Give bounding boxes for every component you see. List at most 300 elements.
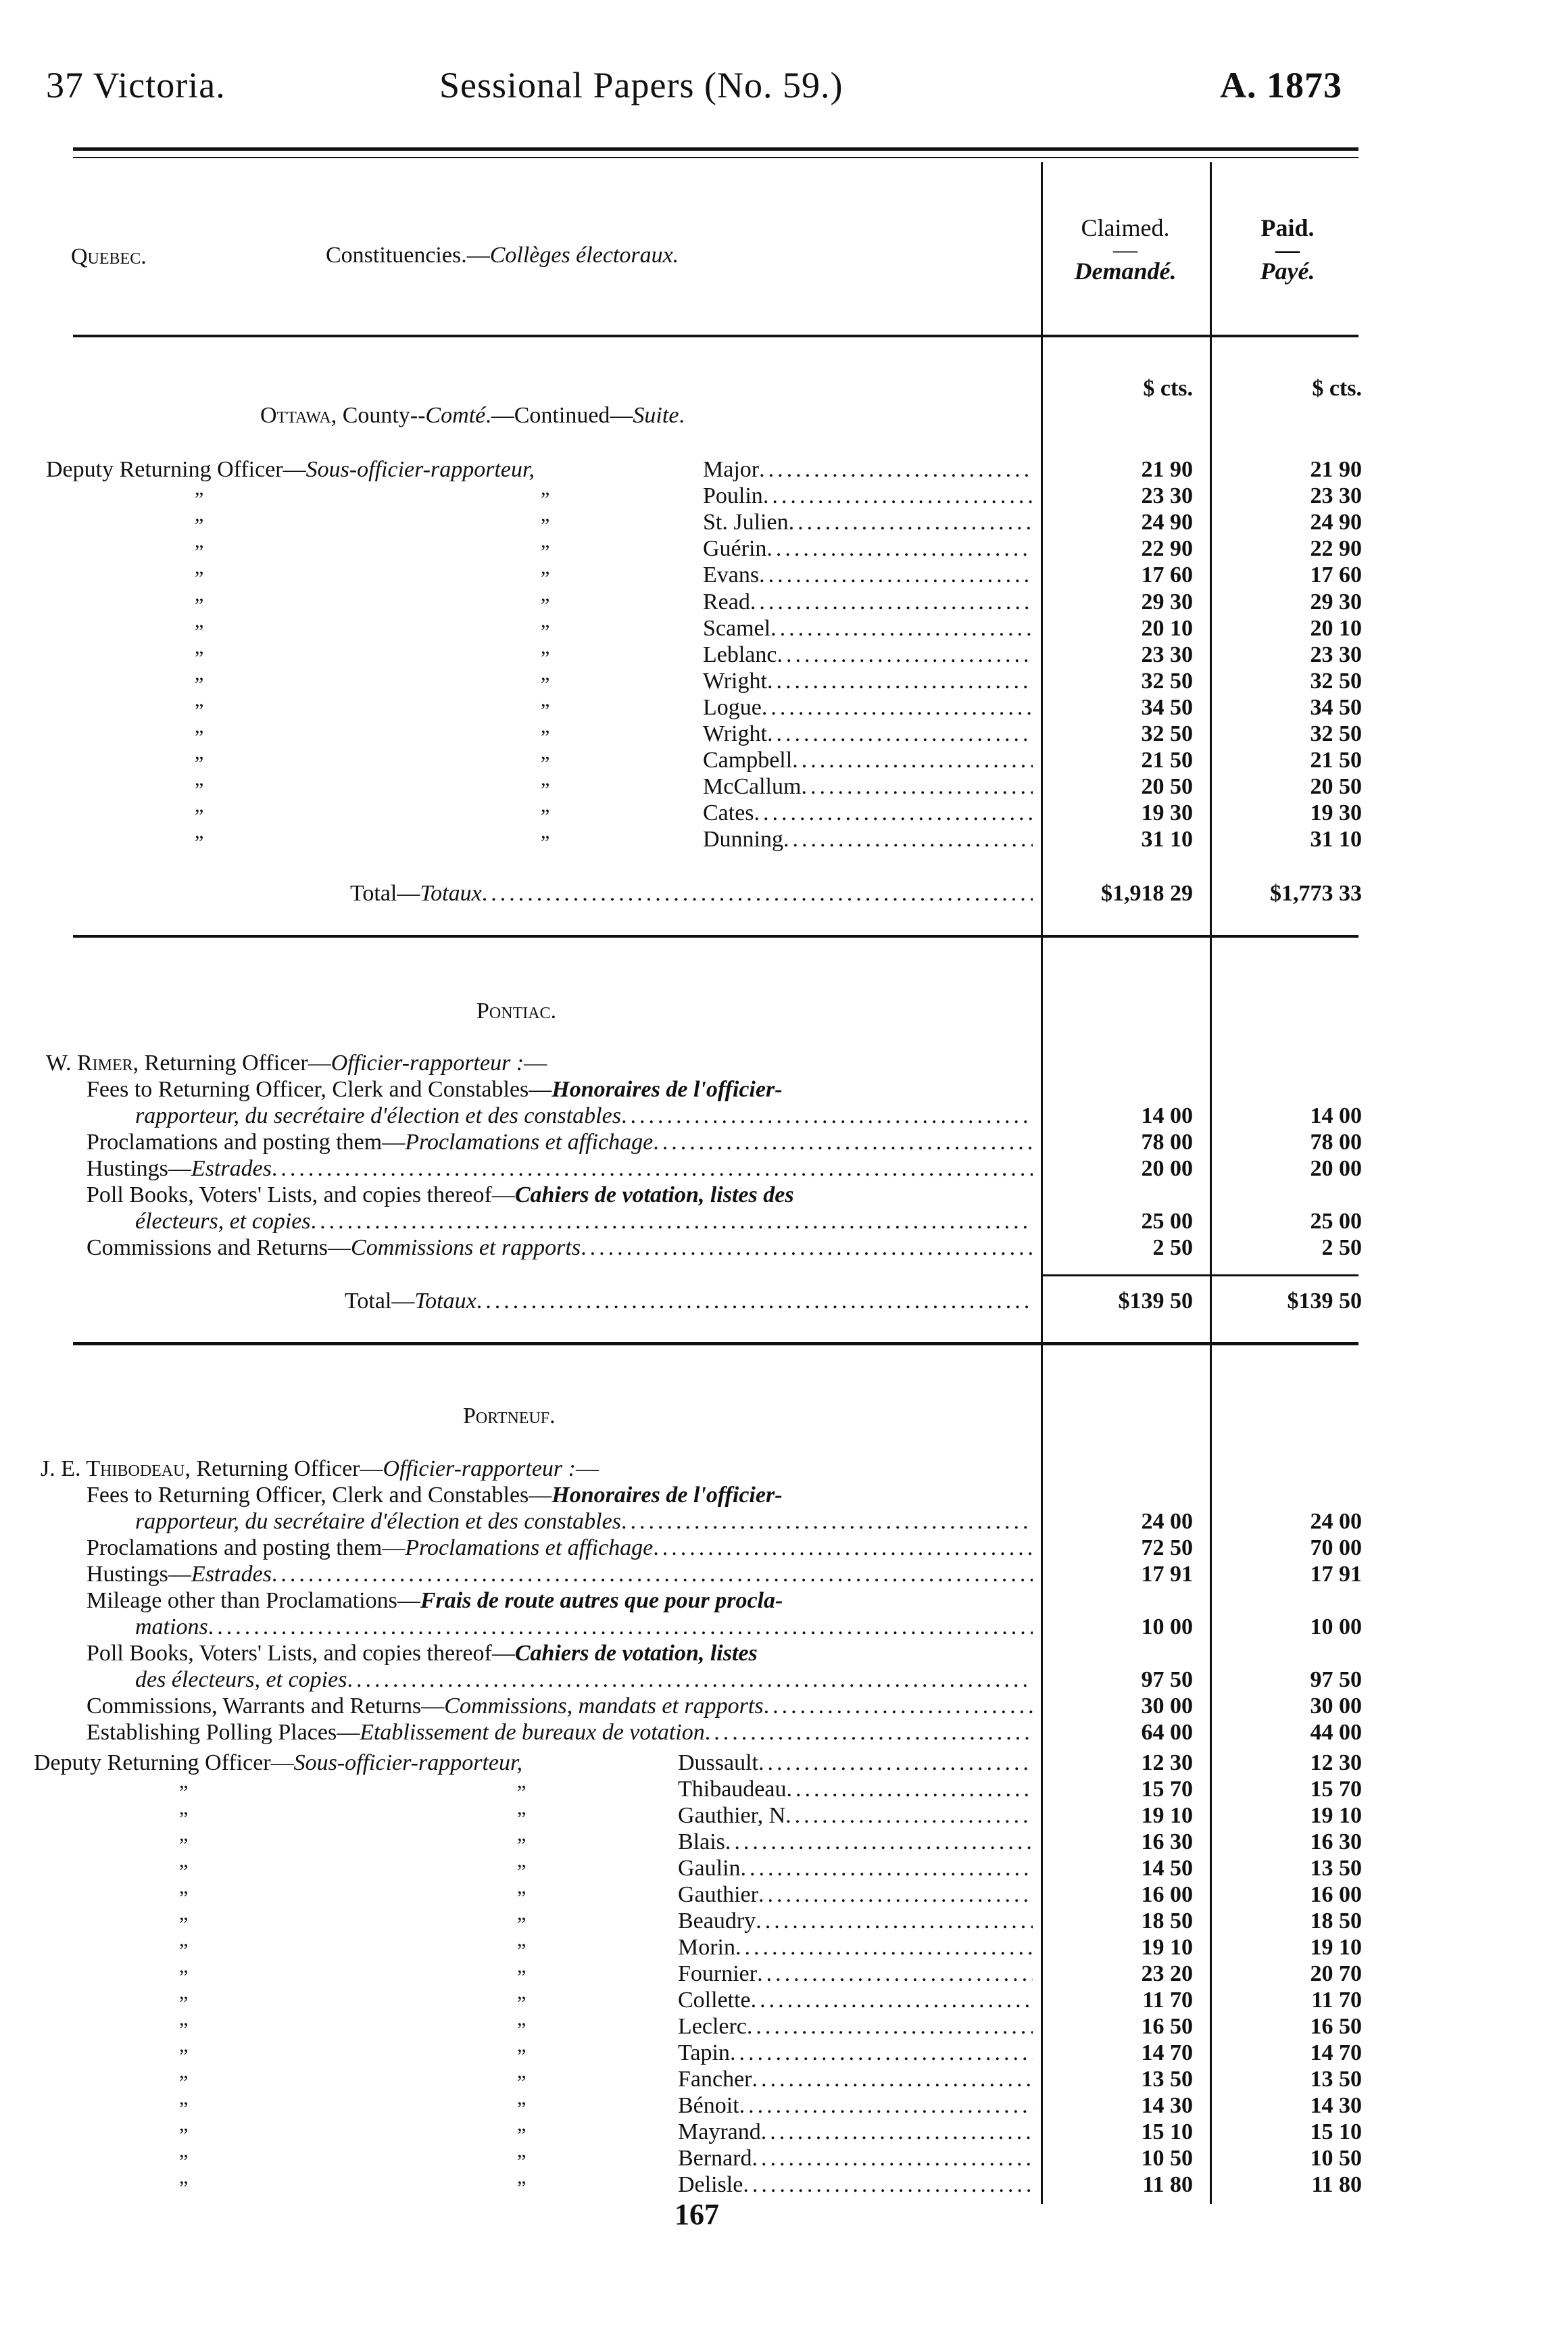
ottawa-officer-row — [703, 509, 1033, 535]
officer-name: Collette — [678, 1988, 751, 2013]
portneuf-row-paid: 16 50 — [1310, 2014, 1362, 2039]
ottawa-row-claimed: 23 30 — [1141, 642, 1193, 667]
ottawa-row-paid: 21 90 — [1310, 457, 1362, 482]
officer-name: Evans — [703, 562, 760, 587]
portneuf-row-paid: 14 30 — [1310, 2093, 1362, 2118]
portneuf-row-claimed: 16 50 — [1141, 2014, 1193, 2039]
ditto-mark: ” — [541, 647, 550, 669]
portneuf-officer-row — [678, 2066, 1033, 2092]
officer-name: Thibaudeau — [678, 1777, 787, 1802]
ditto-mark: ” — [179, 1992, 189, 2015]
item-fr: Commissions, mandats et rapports — [444, 1694, 764, 1719]
dash: — — [382, 1535, 406, 1560]
ditto-mark: ” — [179, 2151, 189, 2173]
ditto-mark: ” — [195, 726, 204, 748]
ottawa-end-rule — [73, 935, 1358, 938]
constituencies-fr: Collèges électoraux. — [489, 243, 679, 268]
item-fr: Estrades — [191, 1156, 272, 1181]
portneuf-officer: J. E. Thibodeau, Returning Officer—Officier-rapporteur :— — [41, 1456, 599, 1481]
officer-name: Guérin — [703, 536, 767, 561]
ditto-mark: ” — [179, 1860, 189, 1883]
pontiac-item-paid: 25 00 — [1310, 1209, 1362, 1234]
pontiac-officer-role: , Returning Officer — [132, 1051, 308, 1076]
ditto-mark: ” — [541, 567, 550, 590]
portneuf-officer-row — [678, 1908, 1033, 1934]
ditto-mark: ” — [517, 2071, 526, 2094]
portneuf-item-paid: 10 00 — [1310, 1614, 1362, 1639]
ditto-mark: ” — [179, 2045, 189, 2067]
ottawa-row-paid: 23 30 — [1310, 642, 1362, 667]
ditto-mark: ” — [179, 2071, 189, 2094]
ditto-mark: ” — [517, 1966, 526, 1988]
ditto-mark: ” — [179, 1808, 189, 1830]
portneuf-item-paid: 44 00 — [1310, 1720, 1362, 1745]
portneuf-row-claimed: 18 50 — [1141, 1908, 1193, 1934]
ditto-mark: ” — [195, 488, 204, 510]
item-fr-cont: rapporteur, du secrétaire d'élection et des constables — [135, 1509, 621, 1534]
item-fr-cont: mations — [135, 1614, 208, 1639]
ottawa-total-fr: Totaux — [420, 881, 482, 906]
officer-name: Major — [703, 457, 760, 482]
portneuf-row-paid: 15 70 — [1310, 1777, 1362, 1802]
ditto-mark: ” — [541, 752, 550, 775]
ottawa-officer-row — [703, 562, 1033, 588]
portneuf-item-claimed: 64 00 — [1141, 1720, 1193, 1745]
ditto-mark: ” — [517, 2045, 526, 2067]
dash: — — [168, 1156, 191, 1181]
officer-name: Read — [703, 590, 750, 615]
ditto-mark: ” — [195, 752, 204, 775]
ditto-mark: ” — [517, 2151, 526, 2173]
item-fr: Etablissement de bureaux de votation — [360, 1720, 705, 1745]
pontiac-item-paid: 20 00 — [1310, 1156, 1362, 1181]
ditto-mark: ” — [541, 621, 550, 643]
portneuf-officer-fr: Officier-rapporteur : — [383, 1456, 576, 1481]
item-fr: Commissions et rapports — [351, 1235, 581, 1260]
running-header-right: A. 1873 — [1220, 65, 1342, 105]
portneuf-row-paid: 19 10 — [1310, 1803, 1362, 1828]
portneuf-item-paid: 24 00 — [1310, 1509, 1362, 1534]
pontiac-item-claimed: 2 50 — [1152, 1235, 1193, 1260]
portneuf-row-paid: 12 30 — [1310, 1750, 1362, 1775]
head-rule — [73, 335, 1358, 337]
portneuf-officer-row — [678, 2119, 1033, 2145]
ditto-mark: ” — [517, 2098, 526, 2120]
ditto-mark: ” — [517, 2124, 526, 2146]
item-en: Establishing Polling Places — [87, 1720, 337, 1745]
portneuf-item-paid: 97 50 — [1310, 1667, 1362, 1692]
ottawa-officer-row — [703, 800, 1033, 826]
portneuf-item-claimed: 72 50 — [1141, 1535, 1193, 1560]
ottawa-row-paid: 34 50 — [1310, 695, 1362, 720]
dash: — — [421, 1694, 445, 1719]
pontiac-item-line1: Fees to Returning Officer, Clerk and Constables—Honoraires de l'officier- — [87, 1077, 783, 1102]
item-en: Commissions, Warrants and Returns — [87, 1694, 422, 1719]
pontiac-item-paid: 2 50 — [1321, 1235, 1362, 1260]
ottawa-row-claimed: 32 50 — [1141, 669, 1193, 694]
ditto-mark: ” — [517, 2177, 526, 2199]
pontiac-item-claimed: 14 00 — [1141, 1103, 1193, 1128]
item-fr: Frais de route autres que pour procla- — [420, 1588, 783, 1613]
running-header-left: 37 Victoria. — [46, 65, 226, 105]
portneuf-row-claimed: 14 50 — [1141, 1856, 1193, 1881]
portneuf-row-claimed: 14 30 — [1141, 2093, 1193, 2118]
ottawa-row-claimed: 20 50 — [1141, 774, 1193, 799]
ottawa-total-claimed: $1,918 29 — [1101, 881, 1193, 906]
ottawa-row-paid: 21 50 — [1310, 748, 1362, 773]
ditto-mark: ” — [179, 1834, 189, 1856]
ottawa-officer-row — [703, 456, 1033, 483]
portneuf-row-paid: 13 50 — [1310, 2067, 1362, 2092]
pontiac-item-line1: Poll Books, Voters' Lists, and copies thereof—Cahiers de votation, listes des — [87, 1182, 794, 1207]
ditto-mark: ” — [517, 1834, 526, 1856]
ottawa-county-fr: Comté — [425, 403, 486, 428]
ottawa-row-claimed: 19 30 — [1141, 800, 1193, 825]
ditto-mark: ” — [541, 594, 550, 617]
ottawa-dro-en: Deputy Returning Officer — [46, 457, 283, 482]
ditto-mark: ” — [541, 673, 550, 696]
paid-dash: — — [1275, 236, 1300, 263]
top-rule-thin — [73, 157, 1358, 158]
claimed-fr: Demandé. — [1074, 258, 1177, 285]
portneuf-officer-row — [678, 1855, 1033, 1881]
pontiac-total-paid: $139 50 — [1287, 1289, 1362, 1314]
ottawa-total-label: Total—Totaux ..... — [350, 880, 1033, 907]
ditto-mark: ” — [517, 1808, 526, 1830]
portneuf-item — [87, 1719, 1033, 1746]
ditto-mark: ” — [195, 700, 204, 722]
officer-name: Mayrand — [678, 2119, 761, 2144]
constituencies-en: Constituencies. — [326, 243, 467, 268]
ottawa-row-claimed: 34 50 — [1141, 695, 1193, 720]
portneuf-officer-row — [678, 2092, 1033, 2119]
claimed-heading — [1044, 213, 1206, 286]
ottawa-name: Ottawa — [260, 403, 331, 428]
ottawa-row-paid: 22 90 — [1310, 536, 1362, 561]
item-fr-cont: des électeurs, et copies — [135, 1667, 347, 1692]
portneuf-item-line1: Fees to Returning Officer, Clerk and Constables—Honoraires de l'officier- — [87, 1483, 783, 1508]
item-en: Mileage other than Proclamations — [87, 1588, 397, 1613]
item-en: Commissions and Returns — [87, 1235, 328, 1260]
portneuf-item — [87, 1561, 1033, 1587]
ottawa-row-claimed: 32 50 — [1141, 721, 1193, 746]
ditto-mark: ” — [195, 647, 204, 669]
ditto-mark: ” — [179, 2019, 189, 2041]
ditto-mark: ” — [517, 1860, 526, 1883]
ottawa-row-paid: 29 30 — [1310, 590, 1362, 615]
portneuf-row-claimed: 19 10 — [1141, 1803, 1193, 1828]
ditto-mark: ” — [195, 541, 204, 563]
ottawa-row-paid: 24 90 — [1310, 510, 1362, 535]
portneuf-row-claimed: 16 30 — [1141, 1829, 1193, 1854]
ottawa-row-paid: 31 10 — [1310, 827, 1362, 852]
ditto-mark: ” — [195, 621, 204, 643]
officer-name: Cates — [703, 800, 754, 825]
ottawa-officer-row — [703, 694, 1033, 721]
ottawa-row-claimed: 21 90 — [1141, 457, 1193, 482]
paid-fr: Payé. — [1260, 258, 1315, 285]
ditto-mark: ” — [195, 673, 204, 696]
ditto-mark: ” — [179, 1966, 189, 1988]
portneuf-row-claimed: 13 50 — [1141, 2067, 1193, 2092]
ditto-mark: ” — [179, 1781, 189, 1804]
ottawa-total-paid: $1,773 33 — [1270, 881, 1362, 906]
claimed-column-rule — [1041, 162, 1043, 2204]
dash: — — [168, 1562, 191, 1587]
portneuf-officer-row — [678, 1802, 1033, 1829]
ottawa-row-paid: 32 50 — [1310, 721, 1362, 746]
ditto-mark: ” — [179, 2124, 189, 2146]
portneuf-row-paid: 11 80 — [1311, 2172, 1362, 2197]
pontiac-item-line2 — [135, 1103, 1033, 1129]
portneuf-item-line2 — [135, 1614, 1033, 1640]
pontiac-total-claimed: $139 50 — [1118, 1289, 1193, 1314]
ottawa-row-paid: 32 50 — [1310, 669, 1362, 694]
item-fr: Cahiers de votation, listes — [514, 1641, 758, 1666]
portneuf-row-paid: 15 10 — [1310, 2119, 1362, 2144]
portneuf-item-paid: 30 00 — [1310, 1694, 1362, 1719]
officer-name: Blais — [678, 1829, 725, 1854]
ottawa-continued: Continued — [514, 403, 610, 428]
portneuf-officer-role: , Returning Officer — [185, 1456, 360, 1481]
item-fr-cont: rapporteur, du secrétaire d'élection et des constables — [135, 1103, 621, 1128]
ottawa-officer-row — [703, 668, 1033, 694]
officer-name: Beaudry — [678, 1908, 756, 1934]
portneuf-dro-label: Deputy Returning Officer—Sous-officier-rapporteur, — [34, 1750, 522, 1775]
portneuf-row-paid: 16 00 — [1310, 1882, 1362, 1907]
pontiac-total-en: Total — [345, 1289, 392, 1314]
ottawa-row-paid: 17 60 — [1310, 562, 1362, 587]
item-en: Poll Books, Voters' Lists, and copies thereof — [87, 1641, 492, 1666]
running-header-title: Sessional Papers (No. 59.) — [439, 65, 843, 105]
constituencies-heading — [326, 242, 679, 268]
ottawa-row-claimed: 23 30 — [1141, 483, 1193, 508]
ottawa-officer-row — [703, 483, 1033, 509]
officer-name: Gauthier, N — [678, 1803, 786, 1828]
officer-name: Tapin — [678, 2040, 730, 2065]
portneuf-row-claimed: 15 10 — [1141, 2119, 1193, 2144]
ditto-mark: ” — [195, 594, 204, 617]
ottawa-row-paid: 20 10 — [1310, 616, 1362, 641]
officer-name: Gauthier — [678, 1882, 758, 1907]
ottawa-officer-row — [703, 615, 1033, 642]
paid-column-rule — [1210, 162, 1212, 2204]
portneuf-item — [87, 1535, 1033, 1561]
ditto-mark: ” — [541, 488, 550, 510]
portneuf-officer-row — [678, 2145, 1033, 2171]
officer-name: Poulin — [703, 483, 763, 508]
portneuf-officer-row — [678, 2013, 1033, 2040]
pontiac-title: Pontiac. — [476, 999, 557, 1024]
portneuf-item-claimed: 24 00 — [1141, 1509, 1193, 1534]
ottawa-suite: Suite — [633, 403, 679, 428]
portneuf-row-claimed: 15 70 — [1141, 1777, 1193, 1802]
item-fr: Honoraires de l'officier- — [552, 1077, 783, 1102]
pontiac-item-paid: 14 00 — [1310, 1103, 1362, 1128]
portneuf-dro-en: Deputy Returning Officer — [34, 1750, 271, 1775]
ottawa-row-claimed: 17 60 — [1141, 562, 1193, 587]
claimed-dash: — — [1113, 236, 1137, 263]
portneuf-row-paid: 14 70 — [1310, 2040, 1362, 2065]
ottawa-title: Ottawa, County--Comté.—Continued—Suite. — [260, 403, 685, 428]
portneuf-item-claimed: 30 00 — [1141, 1694, 1193, 1719]
portneuf-dro-fr: Sous-officier-rapporteur, — [293, 1750, 522, 1775]
ditto-mark: ” — [517, 1940, 526, 1962]
officer-name: Wright — [703, 721, 767, 746]
ditto-mark: ” — [541, 805, 550, 827]
currency-paid: $ cts. — [1312, 376, 1362, 401]
portneuf-row-claimed: 11 80 — [1142, 2172, 1193, 2197]
ditto-mark: ” — [541, 514, 550, 537]
officer-name: St. Julien — [703, 510, 789, 535]
portneuf-officer-row — [678, 1934, 1033, 1961]
paid-en: Paid. — [1260, 214, 1315, 241]
ottawa-row-paid: 19 30 — [1310, 800, 1362, 825]
ditto-mark: ” — [179, 1913, 189, 1936]
officer-name: McCallum — [703, 774, 802, 799]
item-en: Hustings — [87, 1156, 168, 1181]
ditto-mark: ” — [195, 779, 204, 801]
ottawa-county: , County — [330, 403, 410, 428]
portneuf-row-claimed: 23 20 — [1141, 1961, 1193, 1986]
ditto-mark: ” — [179, 1940, 189, 1962]
pontiac-total-label: Total—Totaux ..... — [345, 1288, 1033, 1314]
item-fr: Proclamations et affichage — [405, 1535, 654, 1560]
item-en: Proclamations and posting them — [87, 1535, 383, 1560]
claimed-en: Claimed. — [1081, 214, 1170, 241]
pontiac-item-claimed: 78 00 — [1141, 1130, 1193, 1155]
officer-name: Leclerc — [678, 2014, 747, 2039]
item-fr: Honoraires de l'officier- — [552, 1483, 783, 1508]
portneuf-row-claimed: 11 70 — [1142, 1988, 1193, 2013]
pontiac-item — [87, 1129, 1033, 1155]
province-label: Quebec. — [71, 244, 147, 269]
pontiac-item-claimed: 25 00 — [1141, 1209, 1193, 1234]
portneuf-title: Portneuf. — [463, 1403, 556, 1428]
officer-name: Dunning — [703, 827, 783, 852]
ottawa-row-claimed: 24 90 — [1141, 510, 1193, 535]
pontiac-subtotal-rule — [1041, 1274, 1358, 1276]
portneuf-item-claimed: 97 50 — [1141, 1667, 1193, 1692]
ditto-mark: ” — [179, 2177, 189, 2199]
portneuf-item-line2 — [135, 1666, 1033, 1693]
top-rule — [73, 147, 1358, 151]
officer-name: Fournier — [678, 1961, 758, 1986]
portneuf-officer-row — [678, 1750, 1033, 1776]
portneuf-officer-row — [678, 2040, 1033, 2066]
ditto-mark: ” — [541, 726, 550, 748]
portneuf-item-claimed: 10 00 — [1141, 1614, 1193, 1639]
ditto-mark: ” — [195, 832, 204, 854]
item-fr: Cahiers de votation, listes des — [514, 1182, 794, 1207]
portneuf-item-paid: 70 00 — [1310, 1535, 1362, 1560]
portneuf-row-claimed: 16 00 — [1141, 1882, 1193, 1907]
ditto-mark: ” — [179, 1887, 189, 1909]
portneuf-row-paid: 20 70 — [1310, 1961, 1362, 1986]
portneuf-item-line1: Mileage other than Proclamations—Frais de route autres que pour procla- — [87, 1588, 783, 1613]
ottawa-officer-row — [703, 535, 1033, 562]
portneuf-item — [87, 1693, 1033, 1719]
portneuf-officer-row — [678, 1881, 1033, 1908]
ottawa-total-en: Total — [350, 881, 397, 906]
ottawa-row-paid: 20 50 — [1310, 774, 1362, 799]
portneuf-row-paid: 11 70 — [1311, 1988, 1362, 2013]
ditto-mark: ” — [541, 832, 550, 854]
pontiac-item-paid: 78 00 — [1310, 1130, 1362, 1155]
pontiac-officer-fr: Officier-rapporteur : — [330, 1051, 524, 1076]
dash: — — [466, 243, 490, 268]
ottawa-officer-row — [703, 773, 1033, 800]
ottawa-officer-row — [703, 721, 1033, 747]
ottawa-row-claimed: 20 10 — [1141, 616, 1193, 641]
portneuf-row-paid: 16 30 — [1310, 1829, 1362, 1854]
officer-name: Scamel — [703, 616, 771, 641]
officer-name: Delisle — [678, 2172, 743, 2197]
paid-heading — [1213, 213, 1362, 286]
portneuf-item-paid: 17 91 — [1310, 1562, 1362, 1587]
ottawa-row-claimed: 21 50 — [1141, 748, 1193, 773]
officer-name: Bernard — [678, 2146, 752, 2171]
ditto-mark: ” — [195, 805, 204, 827]
portneuf-row-claimed: 14 70 — [1141, 2040, 1193, 2065]
ditto-mark: ” — [517, 1887, 526, 1909]
portneuf-row-paid: 19 10 — [1310, 1935, 1362, 1960]
item-fr: Estrades — [191, 1562, 272, 1587]
pontiac-item — [87, 1234, 1033, 1261]
ottawa-dro-label: Deputy Returning Officer—Sous-officier-rapporteur, — [46, 457, 535, 482]
ditto-mark: ” — [195, 514, 204, 537]
portneuf-row-claimed: 10 50 — [1141, 2146, 1193, 2171]
portneuf-row-paid: 13 50 — [1310, 1856, 1362, 1881]
officer-name: Leblanc — [703, 642, 777, 667]
page-number: 167 — [675, 2198, 719, 2231]
officer-name: Bénoit — [678, 2093, 739, 2118]
ditto-mark: ” — [541, 779, 550, 801]
officer-name: Fancher — [678, 2067, 752, 2092]
portneuf-row-paid: 18 50 — [1310, 1908, 1362, 1934]
item-en: Fees to Returning Officer, Clerk and Constables — [87, 1077, 529, 1102]
ditto-mark: ” — [517, 1781, 526, 1804]
portneuf-row-claimed: 12 30 — [1141, 1750, 1193, 1775]
officer-name: Gaulin — [678, 1856, 741, 1881]
ottawa-row-claimed: 31 10 — [1141, 827, 1193, 852]
item-fr-cont: électeurs, et copies — [135, 1209, 311, 1234]
ottawa-row-claimed: 22 90 — [1141, 536, 1193, 561]
ottawa-officer-row — [703, 642, 1033, 668]
portneuf-officer-row — [678, 1829, 1033, 1855]
ditto-mark: ” — [517, 1913, 526, 1936]
pontiac-officer: W. Rimer, Returning Officer—Officier-rapporteur :— — [46, 1051, 547, 1076]
dash: — — [382, 1130, 406, 1155]
item-en: Proclamations and posting them — [87, 1130, 383, 1155]
pontiac-item — [87, 1155, 1033, 1182]
portneuf-row-claimed: 19 10 — [1141, 1935, 1193, 1960]
ottawa-officer-row — [703, 826, 1033, 853]
item-en: Fees to Returning Officer, Clerk and Constables — [87, 1483, 529, 1508]
portneuf-officer-row — [678, 2171, 1033, 2198]
ottawa-row-paid: 23 30 — [1310, 483, 1362, 508]
officer-name: Wright — [703, 669, 767, 694]
item-fr: Proclamations et affichage — [405, 1130, 654, 1155]
ottawa-officer-row — [703, 589, 1033, 615]
officer-name: Morin — [678, 1935, 735, 1960]
portneuf-item-claimed: 17 91 — [1141, 1562, 1193, 1587]
portneuf-item-line2 — [135, 1508, 1033, 1535]
portneuf-officer-row — [678, 1961, 1033, 1987]
ditto-mark: ” — [195, 567, 204, 590]
portneuf-item-line1: Poll Books, Voters' Lists, and copies thereof—Cahiers de votation, listes — [87, 1641, 758, 1666]
ditto-mark: ” — [541, 700, 550, 722]
